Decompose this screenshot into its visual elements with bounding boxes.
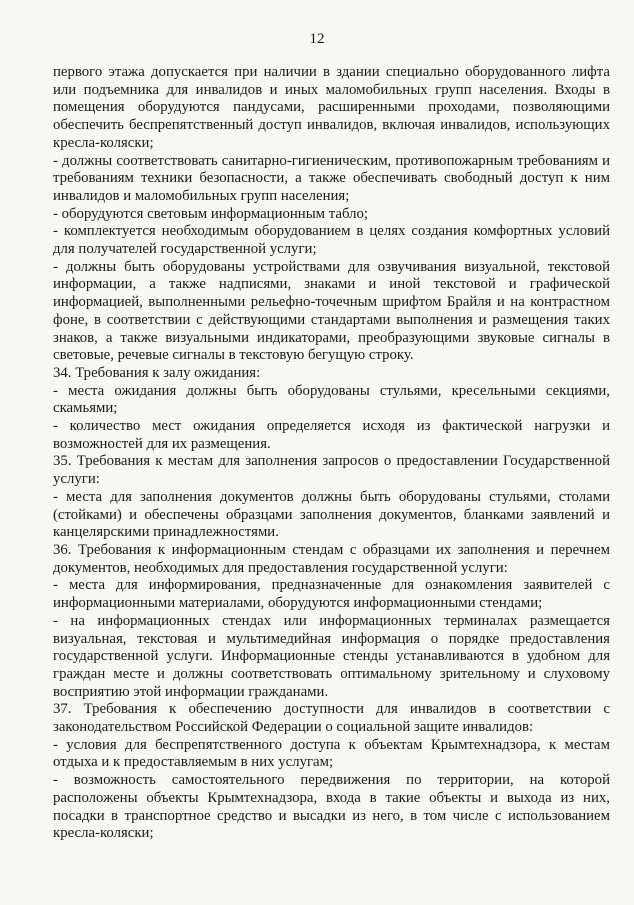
paragraph: 35. Требования к местам для заполнения запросов о предоставлении Государственной услуги: xyxy=(53,453,610,488)
paragraph: - возможность самостоятельного передвижения по территории, на которой расположены объекты Крымтехнадзора, входа в такие объекты и выхода из них, посадки в транспортное средство и высадки из него, в том числе с использованием кресла-коляски; xyxy=(53,772,610,842)
paragraph: - должны быть оборудованы устройствами для озвучивания визуальной, текстовой информации, а также надписями, знаками и иной текстовой и графической информацией, выполненными рельефно-точечным шрифтом Брайля и на контрастном фоне, в соответствии с действующими стандартами выполнения и размещения таких знаков, а также визуальными индикаторами, преобразующими звуковые сигналы в световые, речевые сигналы в текстовую бегущую строку. xyxy=(53,258,610,364)
paragraph: - места для информирования, предназначенные для ознакомления заявителей с информационными материалами, оборудуются информационными стендами; xyxy=(53,577,610,612)
paragraph: 36. Требования к информационным стендам с образцами их заполнения и перечнем документов, необходимых для предоставления государственной услуги: xyxy=(53,541,610,576)
paragraph: - на информационных стендах или информационных терминалах размещается визуальная, текстовая и мультимедийная информация о порядке предоставления государственной услуги. Информационные стенды устанавливаются в удобном для граждан месте и должны соответствовать оптимальному зрительному и слуховому восприятию этой информации гражданами. xyxy=(53,612,610,700)
paragraph: - места для заполнения документов должны быть оборудованы стульями, столами (стойками) и обеспечены образцами заполнения документов, бланками заявлений и канцелярскими принадлежностями. xyxy=(53,488,610,541)
paragraph: - оборудуются световым информационным табло; xyxy=(53,205,368,222)
paragraph: 34. Требования к залу ожидания: xyxy=(53,364,261,381)
page-number: 12 xyxy=(309,31,325,47)
paragraph: - условия для беспрепятственного доступа к объектам Крымтехнадзора, к местам отдыха и к предоставляемым в них услугам; xyxy=(53,736,610,771)
paragraph: первого этажа допускается при наличии в здании специально оборудованного лифта или подъемника для инвалидов и иных маломобильных групп населения. Входы в помещения оборудуются пандусами, расширенными проходами, позволяющими обеспечить беспрепятственный доступ инвалидов, включая инвалидов, использующих кресла-коляски; xyxy=(53,64,610,151)
paragraph: - должны соответствовать санитарно-гигиеническим, противопожарным требованиям и требованиям техники безопасности, а также обеспечивать свободный доступ к ним инвалидов и маломобильных групп населения; xyxy=(53,152,610,204)
paragraph: - места ожидания должны быть оборудованы стульями, кресельными секциями, скамьями; xyxy=(53,382,610,417)
paragraph: 37. Требования к обеспечению доступности для инвалидов в соответствии с законодательством Российской Федерации о социальной защите инвалидов: xyxy=(53,701,610,736)
paragraph: - количество мест ожидания определяется исходя из фактической нагрузки и возможностей для их размещения. xyxy=(53,418,610,452)
paragraph: - комплектуется необходимым оборудованием в целях создания комфортных условий для получателей государственной услуги; xyxy=(53,223,610,258)
document-body xyxy=(53,64,610,843)
